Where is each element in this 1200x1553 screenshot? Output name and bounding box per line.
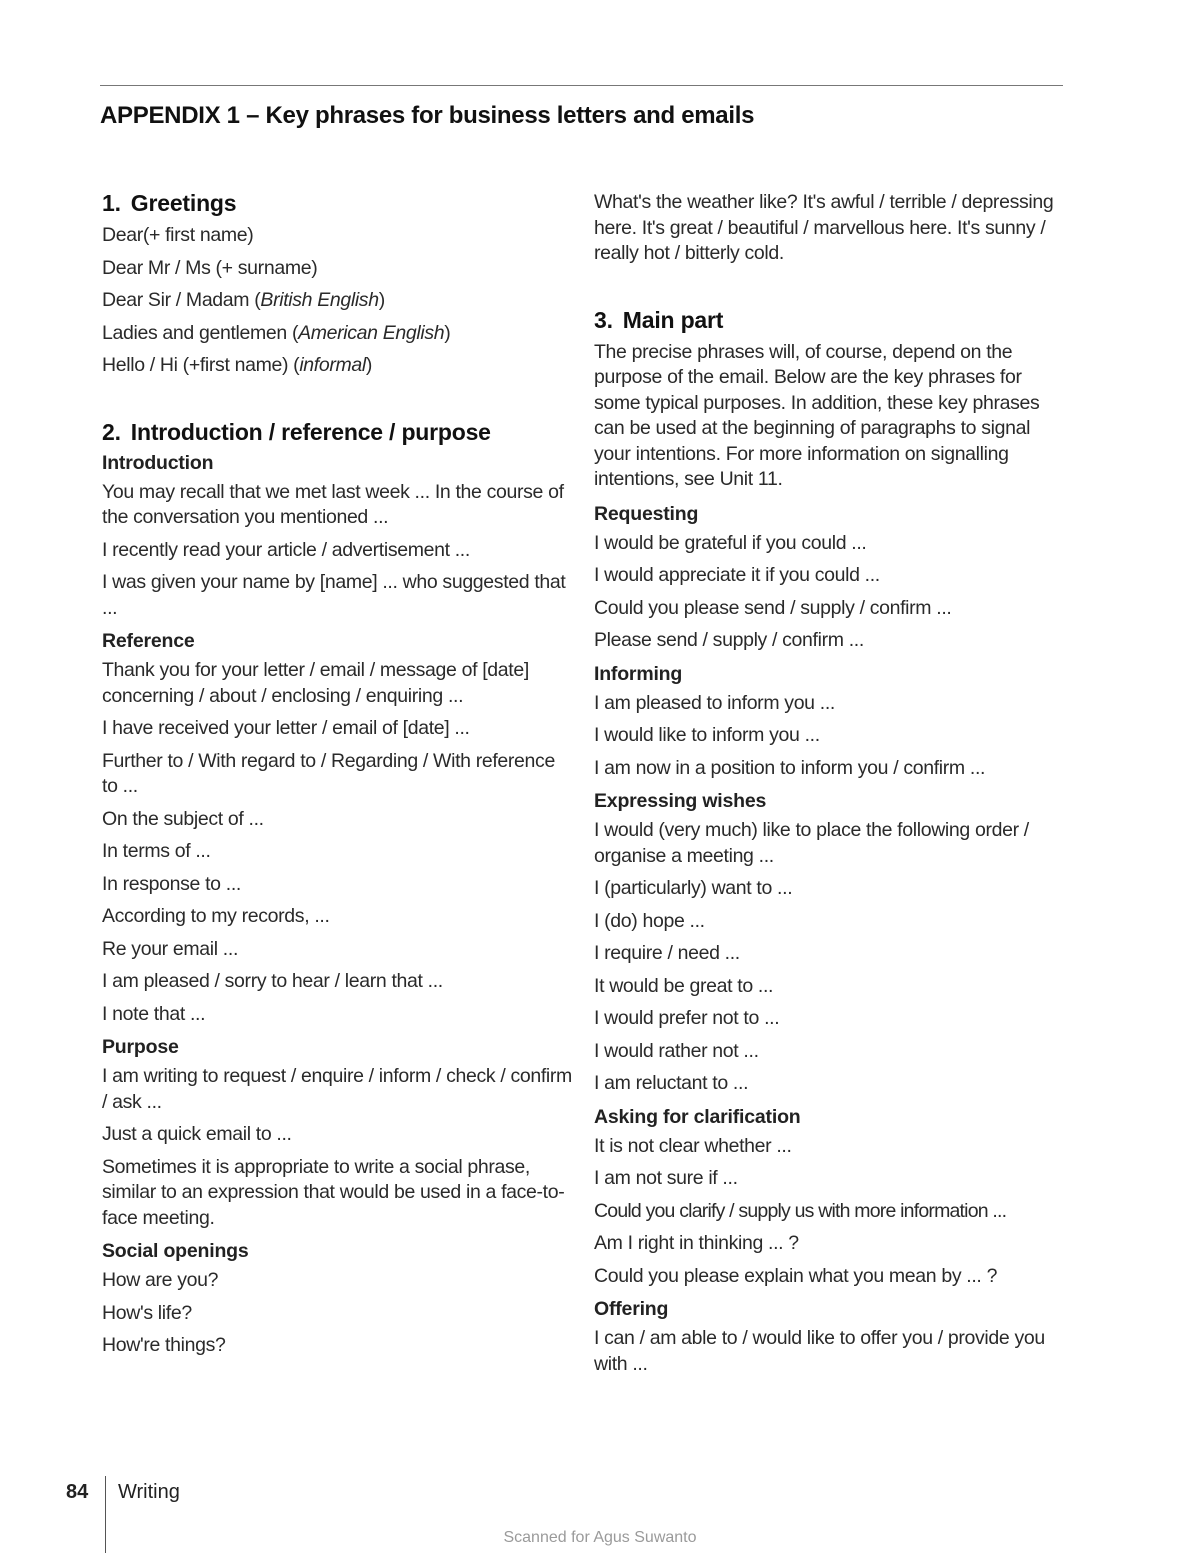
greeting-line: Ladies and gentlemen (American English) bbox=[102, 321, 451, 344]
phrase-item: I was given your name by [name] ... who suggested that ... bbox=[102, 571, 566, 619]
phrase-item: Further to / With regard to / Regarding / With reference to ... bbox=[102, 749, 555, 797]
phrase-item: Just a quick email to ... bbox=[102, 1123, 292, 1145]
subsection-title: Informing bbox=[594, 662, 683, 685]
phrase-item: I note that ... bbox=[102, 1002, 206, 1025]
phrase-item: I recently read your article / advertisement ... bbox=[102, 538, 470, 561]
page-title: APPENDIX 1 – Key phrases for business letters and emails bbox=[100, 102, 755, 129]
left-column bbox=[102, 190, 572, 1383]
subsection-title: Purpose bbox=[102, 1036, 179, 1058]
section-number: 3. bbox=[594, 306, 613, 333]
introduction-heading bbox=[102, 419, 572, 446]
greeting-line: Dear(+ first name) bbox=[102, 224, 254, 246]
phrase-item: I would rather not ... bbox=[594, 1039, 759, 1062]
phrase-item: I would like to inform you ... bbox=[594, 724, 820, 746]
phrase-item: I have received your letter / email of [date] ... bbox=[102, 717, 470, 739]
section-title: Greetings bbox=[130, 190, 237, 216]
phrase-item: I require / need ... bbox=[594, 942, 740, 964]
phrase-item: I would (very much) like to place the following order / organise a meeting ... bbox=[594, 819, 1029, 867]
greeting-line: Dear Mr / Ms (+ surname) bbox=[102, 256, 318, 279]
phrase-item: It would be great to ... bbox=[594, 974, 774, 997]
reference-subsection bbox=[102, 630, 572, 1027]
right-column bbox=[594, 190, 1069, 1401]
phrase-item: I would appreciate it if you could ... bbox=[594, 564, 880, 586]
greetings-heading bbox=[102, 190, 572, 217]
clarification-subsection bbox=[594, 1106, 1069, 1290]
requesting-subsection bbox=[594, 503, 1069, 654]
phrase-item: Sometimes it is appropriate to write a social phrase, similar to an expression that would be used in a face-to-face meeting. bbox=[102, 1155, 565, 1229]
weather-phrases: What's the weather like? It's awful / terrible / depressing here. It's great / beautiful / marvellous here. It's sunny / really hot / bitterly cold. bbox=[594, 191, 1054, 264]
phrase-item: I am not sure if ... bbox=[594, 1167, 738, 1189]
main-part-intro: The precise phrases will, of course, depend on the purpose of the email. Below are the key phrases for some typical purposes. In addition, these key phrases can be used at the beginning of paragraphs to signal your intentions. For more information on signalling intentions, see Unit 11. bbox=[594, 340, 1040, 490]
expressing-wishes-subsection bbox=[594, 790, 1069, 1097]
phrase-item: I (particularly) want to ... bbox=[594, 877, 793, 899]
subsection-title: Requesting bbox=[594, 502, 699, 525]
introduction-section bbox=[102, 419, 572, 1359]
main-part-section bbox=[594, 307, 1069, 1378]
offering-subsection bbox=[594, 1298, 1069, 1377]
phrase-item: Am I right in thinking ... ? bbox=[594, 1232, 799, 1254]
phrase-item: How are you? bbox=[102, 1269, 219, 1291]
phrase-item: On the subject of ... bbox=[102, 807, 264, 830]
phrase-item: It is not clear whether ... bbox=[594, 1134, 792, 1157]
phrase-item: I am reluctant to ... bbox=[594, 1072, 749, 1094]
subsection-title: Asking for clarification bbox=[594, 1105, 801, 1128]
social-openings-subsection bbox=[102, 1240, 572, 1359]
phrase-item: How's life? bbox=[102, 1301, 192, 1324]
subsection-title: Offering bbox=[594, 1298, 669, 1320]
section-title: Introduction / reference / purpose bbox=[130, 418, 491, 445]
phrase-item: Could you please explain what you mean by ... ? bbox=[594, 1264, 998, 1287]
section-number: 1. bbox=[102, 190, 121, 216]
phrase-item: Could you clarify / supply us with more information ... bbox=[594, 1199, 1007, 1222]
phrase-item: You may recall that we met last week ... In the course of the conversation you mentioned ... bbox=[102, 480, 564, 528]
phrase-item: I would prefer not to ... bbox=[594, 1007, 780, 1029]
phrase-item: Re your email ... bbox=[102, 937, 239, 960]
top-divider bbox=[100, 85, 1063, 86]
subsection-title: Introduction bbox=[102, 451, 214, 474]
phrase-item: I am now in a position to inform you / confirm ... bbox=[594, 756, 986, 779]
phrase-item: Please send / supply / confirm ... bbox=[594, 629, 864, 651]
phrase-item: According to my records, ... bbox=[102, 905, 330, 927]
phrase-item: In terms of ... bbox=[102, 840, 211, 862]
subsection-title: Reference bbox=[102, 630, 195, 652]
section-title: Main part bbox=[622, 306, 724, 333]
section-label: Writing bbox=[118, 1481, 180, 1503]
phrase-item: I (do) hope ... bbox=[594, 909, 705, 932]
phrase-item: I am pleased / sorry to hear / learn that ... bbox=[102, 970, 443, 992]
phrase-item: Could you please send / supply / confirm ... bbox=[594, 596, 952, 619]
phrase-item: I would be grateful if you could ... bbox=[594, 531, 867, 554]
subsection-title: Social openings bbox=[102, 1240, 249, 1262]
main-part-heading bbox=[594, 307, 1069, 334]
phrase-item: In response to ... bbox=[102, 872, 241, 895]
section-number: 2. bbox=[102, 418, 121, 445]
greetings-section bbox=[102, 190, 572, 379]
phrase-item: I can / am able to / would like to offer you / provide you with ... bbox=[594, 1327, 1045, 1375]
purpose-subsection bbox=[102, 1036, 572, 1231]
informing-subsection bbox=[594, 663, 1069, 782]
scan-watermark: Scanned for Agus Suwanto bbox=[503, 1529, 697, 1546]
phrase-item: How're things? bbox=[102, 1334, 226, 1356]
phrase-item: I am writing to request / enquire / inform / check / confirm / ask ... bbox=[102, 1065, 572, 1113]
page-number: 84 bbox=[66, 1481, 89, 1503]
greeting-line: Dear Sir / Madam (British English) bbox=[102, 289, 385, 311]
phrase-item: I am pleased to inform you ... bbox=[594, 691, 835, 714]
greeting-line: Hello / Hi (+first name) (informal) bbox=[102, 354, 373, 376]
introduction-subsection bbox=[102, 452, 572, 622]
subsection-title: Expressing wishes bbox=[594, 790, 767, 812]
phrase-item: Thank you for your letter / email / message of [date] concerning / about / enclosing / enquiring ... bbox=[102, 659, 529, 707]
